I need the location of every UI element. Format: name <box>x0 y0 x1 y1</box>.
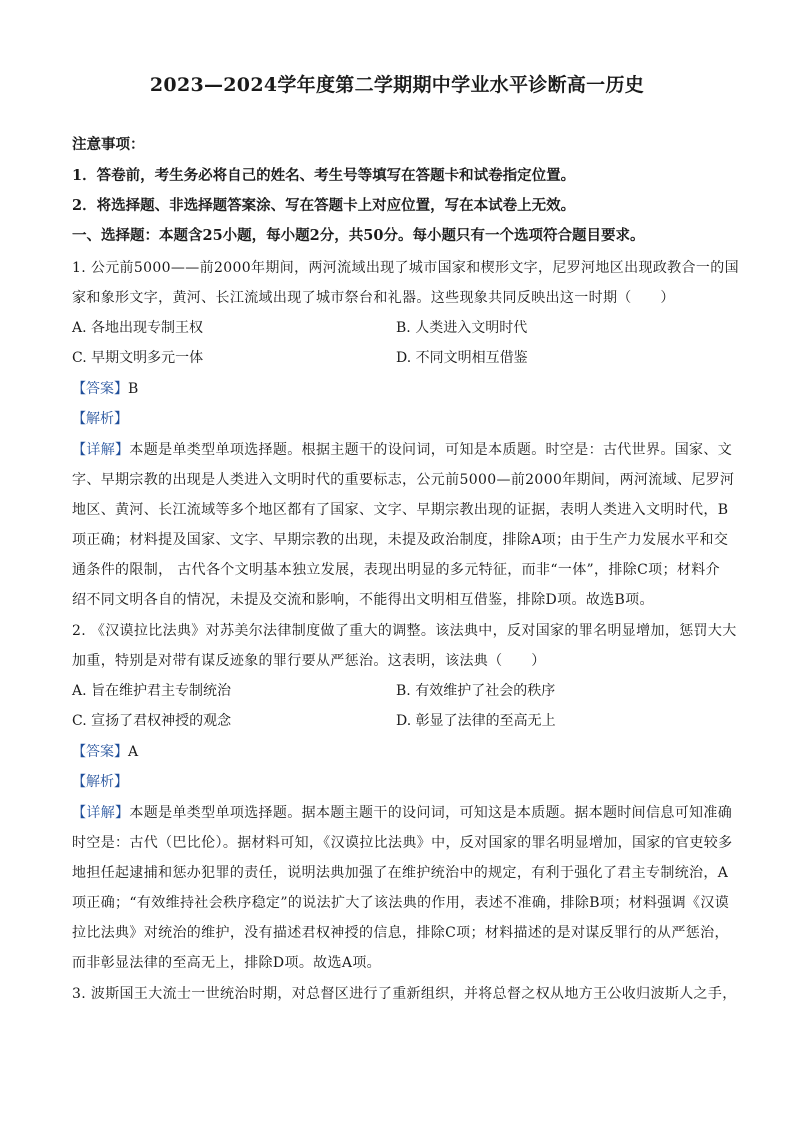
section-heading-choice: 一、选择题：本题含25小题，每小题2分，共50分。每小题只有一个选项符合题目要求。 <box>72 227 645 244</box>
q2-answer-value: A <box>128 744 139 760</box>
exam-title: 2023—2024学年度第二学期期中学业水平诊断高一历史 <box>149 74 645 96</box>
q1-option-d: D. 不同文明相互借鉴 <box>396 350 528 366</box>
q2-detail-line-6: 而非彰显法律的至高无上，排除D项。故选A项。 <box>72 955 382 971</box>
q1-analysis-tag: 【解析】 <box>72 411 128 427</box>
q1-detail-line-6: 绍不同文明各自的情况，未提及交流和影响，不能得出文明相互借鉴，排除D项。故选B项。 <box>72 592 654 608</box>
q1-detail-line-4: 项正确；材料提及国家、文字、早期宗教的出现，未提及政治制度，排除A项；由于生产力发展水平和交 <box>72 532 729 548</box>
q2-detail-line-3: 地担任起逮捕和惩办犯罪的责任，说明法典加强了在维护统治中的规定，有利于强化了君主专制统治，A <box>72 865 729 881</box>
q1-option-a: A. 各地出现专制王权 <box>72 320 204 336</box>
q1-answer <box>72 379 728 399</box>
q2-detail-line-4: 项正确；“有效维持社会秩序稳定”的说法扩大了该法典的作用，表述不准确，排除B项；材料强调《汉谟 <box>72 895 730 911</box>
q2-option-a: A. 旨在维护君主专制统治 <box>72 683 232 699</box>
q1-stem-line-1: 1. 公元前5000——前2000年期间，两河流域出现了城市国家和楔形文字，尼罗河地区出现政教合一的国 <box>72 260 739 276</box>
q2-detail-tag: 【详解】 <box>72 805 130 821</box>
q1-option-c: C. 早期文明多元一体 <box>72 350 204 366</box>
q2-detail-line-1 <box>72 803 733 823</box>
notice-item-1: 1．答卷前，考生务必将自己的姓名、考生号等填写在答题卡和试卷指定位置。 <box>72 167 576 184</box>
q1-detail-text-1: 本题是单类型单项选择题。根据主题干的设问词，可知是本质题。时空是：古代世界。国家、文 <box>129 442 733 458</box>
q1-detail-line-3: 地区、黄河、长江流域等多个地区都有了国家、文字、早期宗教出现的证据，表明人类进入文明时代，B <box>72 502 729 518</box>
q2-detail-text-1: 本题是单类型单项选择题。据本题主题干的设问词，可知这是本质题。据本题时间信息可知准确 <box>129 805 733 821</box>
q2-answer <box>72 742 728 762</box>
q1-detail-line-2: 字、早期宗教的出现是人类进入文明时代的重要标志，公元前5000—前2000年期间，两河流域、尼罗河 <box>72 472 735 488</box>
q1-option-b: B. 人类进入文明时代 <box>396 320 528 336</box>
q2-answer-tag: 【答案】 <box>72 744 128 760</box>
q1-answer-value: B <box>128 381 139 397</box>
q2-option-c: C. 宣扬了君权神授的观念 <box>72 713 232 729</box>
q2-detail-line-2: 时空是：古代（巴比伦）。据材料可知，《汉谟拉比法典》中，反对国家的罪名明显增加，国家的官吏较多 <box>72 835 733 851</box>
notice-item-2: 2．将选择题、非选择题答案涂、写在答题卡上对应位置，写在本试卷上无效。 <box>72 197 576 214</box>
q2-stem-line-2: 加重，特别是对带有谋反迹象的罪行要从严惩治。这表明，该法典（ ） <box>72 653 546 669</box>
q1-detail-line-5: 通条件的限制， 古代各个文明基本独立发展，表现出明显的多元特征，而非“一体”，排除C项；材料介 <box>72 562 720 578</box>
q2-stem-line-1: 2. 《汉谟拉比法典》对苏美尔法律制度做了重大的调整。该法典中，反对国家的罪名明显增加，惩罚大大 <box>72 623 737 639</box>
notice-heading: 注意事项： <box>72 136 145 153</box>
q1-answer-tag: 【答案】 <box>72 381 128 397</box>
q3-stem-line-1: 3. 波斯国王大流士一世统治时期，对总督区进行了重新组织，并将总督之权从地方王公收归波斯人之手， <box>72 986 737 1002</box>
q2-detail-line-5: 拉比法典》对统治的维护，没有描述君权神授的信息，排除C项；材料描述的是对谋反罪行的从严惩治， <box>72 925 729 941</box>
q1-detail-line-1 <box>72 440 733 460</box>
q1-detail-tag: 【详解】 <box>72 442 130 458</box>
q2-analysis-tag: 【解析】 <box>72 774 128 790</box>
q2-option-b: B. 有效维护了社会的秩序 <box>396 683 556 699</box>
q2-option-d: D. 彰显了法律的至高无上 <box>396 713 556 729</box>
q1-stem-line-2: 家和象形文字，黄河、长江流域出现了城市祭台和礼器。这些现象共同反映出这一时期（ ） <box>72 290 675 306</box>
